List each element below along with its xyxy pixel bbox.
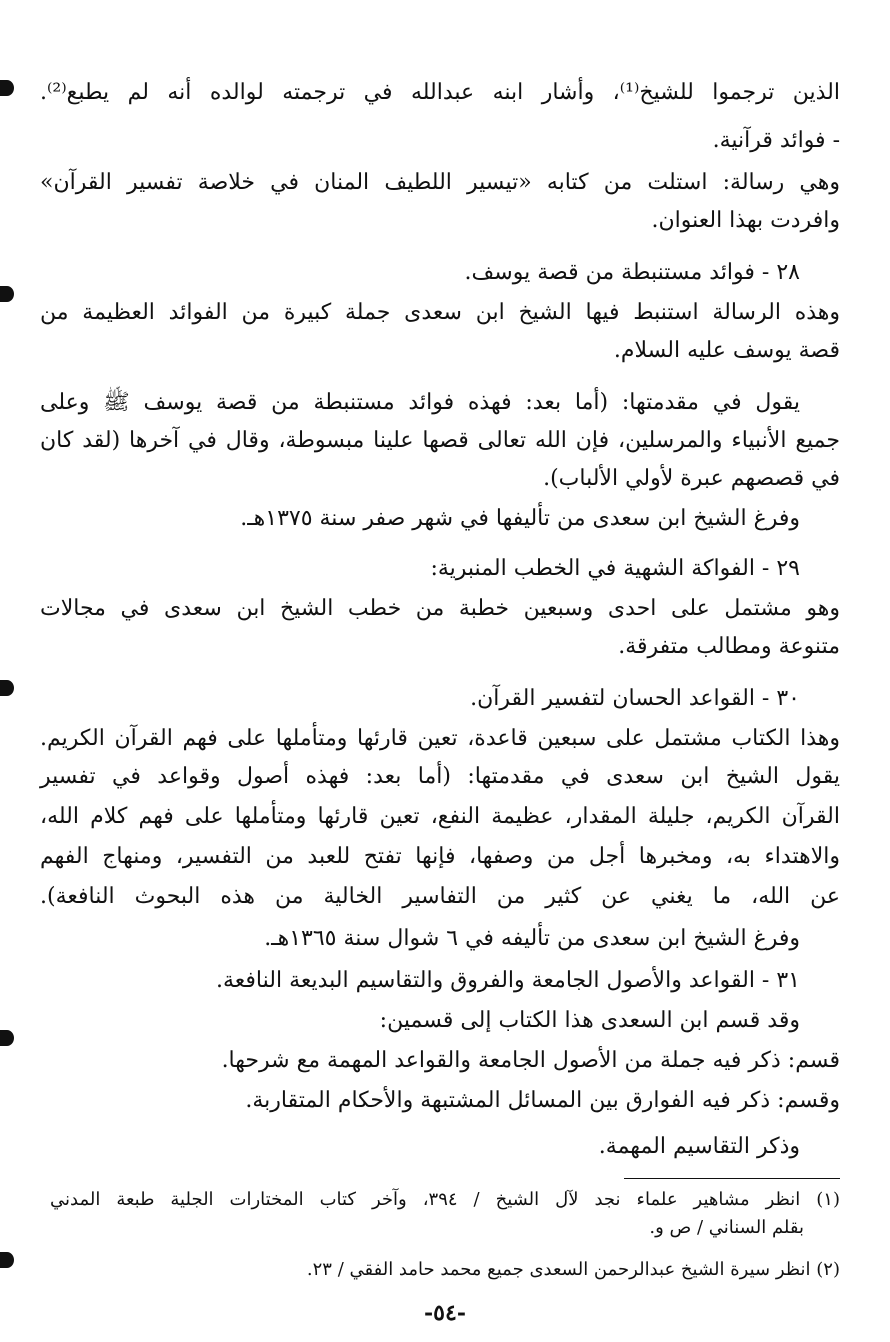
footnote-1: (١) انظر مشاهير علماء نجد لآل الشيخ / ٣٩٤، وآخر كتاب المختارات الجلية طبعة المدني [50,1189,840,1210]
body-line: يقول الشيخ ابن سعدى في مقدمتها: (أما بعد: فهذه أصول وقواعد في تفسير [40,764,840,789]
section-heading: - فوائد قرآنية. [712,128,840,153]
body-line: وهذا الكتاب مشتمل على سبعين قاعدة، تعين قارئها ومتأملها على فهم القرآن الكريم. [40,726,840,751]
body-line: الذين ترجموا للشيخ⁽¹⁾، وأشار ابنه عبدالله في ترجمته لوالده أنه لم يطبع⁽²⁾. [40,80,841,105]
body-line: وفرغ الشيخ ابن سعدى من تأليفها في شهر صفر سنة ١٣٧٥هـ. [240,506,800,531]
body-line: وذكر التقاسيم المهمة. [598,1134,800,1159]
body-line: وافردت بهذا العنوان. [651,208,840,233]
body-line: في قصصهم عبرة لأولي الألباب). [543,466,840,491]
binding-mark [0,680,14,696]
body-line: قصة يوسف عليه السلام. [613,338,840,363]
item-heading-28: ٢٨ - فوائد مستنبطة من قصة يوسف. [464,260,800,285]
footnote-2: (٢) انظر سيرة الشيخ عبدالرحمن السعدى جميع محمد حامد الفقي / ٢٣. [306,1259,840,1280]
body-line: قسم: ذكر فيه جملة من الأصول الجامعة والقواعد المهمة مع شرحها. [221,1048,840,1073]
body-line: وهو مشتمل على احدى وسبعين خطبة من خطب الشيخ ابن سعدى في مجالات [40,596,840,621]
body-line: جميع الأنبياء والمرسلين، فإن الله تعالى قصها علينا مبسوطة، وقال في آخرها (لقد كان [40,428,840,453]
body-line: القرآن الكريم، جليلة المقدار، عظيمة النفع، تعين قارئها ومتأملها على فهم كلام الله، [40,804,840,829]
body-line: وقسم: ذكر فيه الفوارق بين المسائل المشتبهة والأحكام المتقاربة. [245,1088,840,1113]
body-line: والاهتداء به، ومخبرها أجل من وصفها، فإنها تفتح للعبد من التفسير، ومنهاج الفهم [40,844,840,869]
footnote-1-continued: بقلم السناني / ص و. [649,1217,804,1238]
body-line: يقول في مقدمتها: (أما بعد: فهذه فوائد مستنبطة من قصة يوسف ﷺ وعلى [40,390,800,415]
footnote-separator [624,1178,840,1179]
item-heading-31: ٣١ - القواعد والأصول الجامعة والفروق والتقاسيم البديعة النافعة. [216,968,800,993]
page-number: -٥٤- [424,1300,466,1326]
binding-mark [0,1030,14,1046]
body-line: وقد قسم ابن السعدى هذا الكتاب إلى قسمين: [379,1008,800,1033]
body-line: وهذه الرسالة استنبط فيها الشيخ ابن سعدى جملة كبيرة من الفوائد العظيمة من [40,300,840,325]
binding-mark [0,80,14,96]
item-heading-29: ٢٩ - الفواكة الشهية في الخطب المنبرية: [430,556,800,581]
binding-mark [0,286,14,302]
item-heading-30: ٣٠ - القواعد الحسان لتفسير القرآن. [470,686,800,711]
body-line: وهي رسالة: استلت من كتابه «تيسير اللطيف المنان في خلاصة تفسير القرآن» [40,170,840,195]
body-line: عن الله، ما يغني عن كثير من التفاسير الخالية من هذه البحوث النافعة). [40,884,840,909]
body-line: متنوعة ومطالب متفرقة. [618,634,840,659]
binding-mark [0,1252,14,1268]
body-line: وفرغ الشيخ ابن سعدى من تأليفه في ٦ شوال سنة ١٣٦٥هـ. [264,926,800,951]
